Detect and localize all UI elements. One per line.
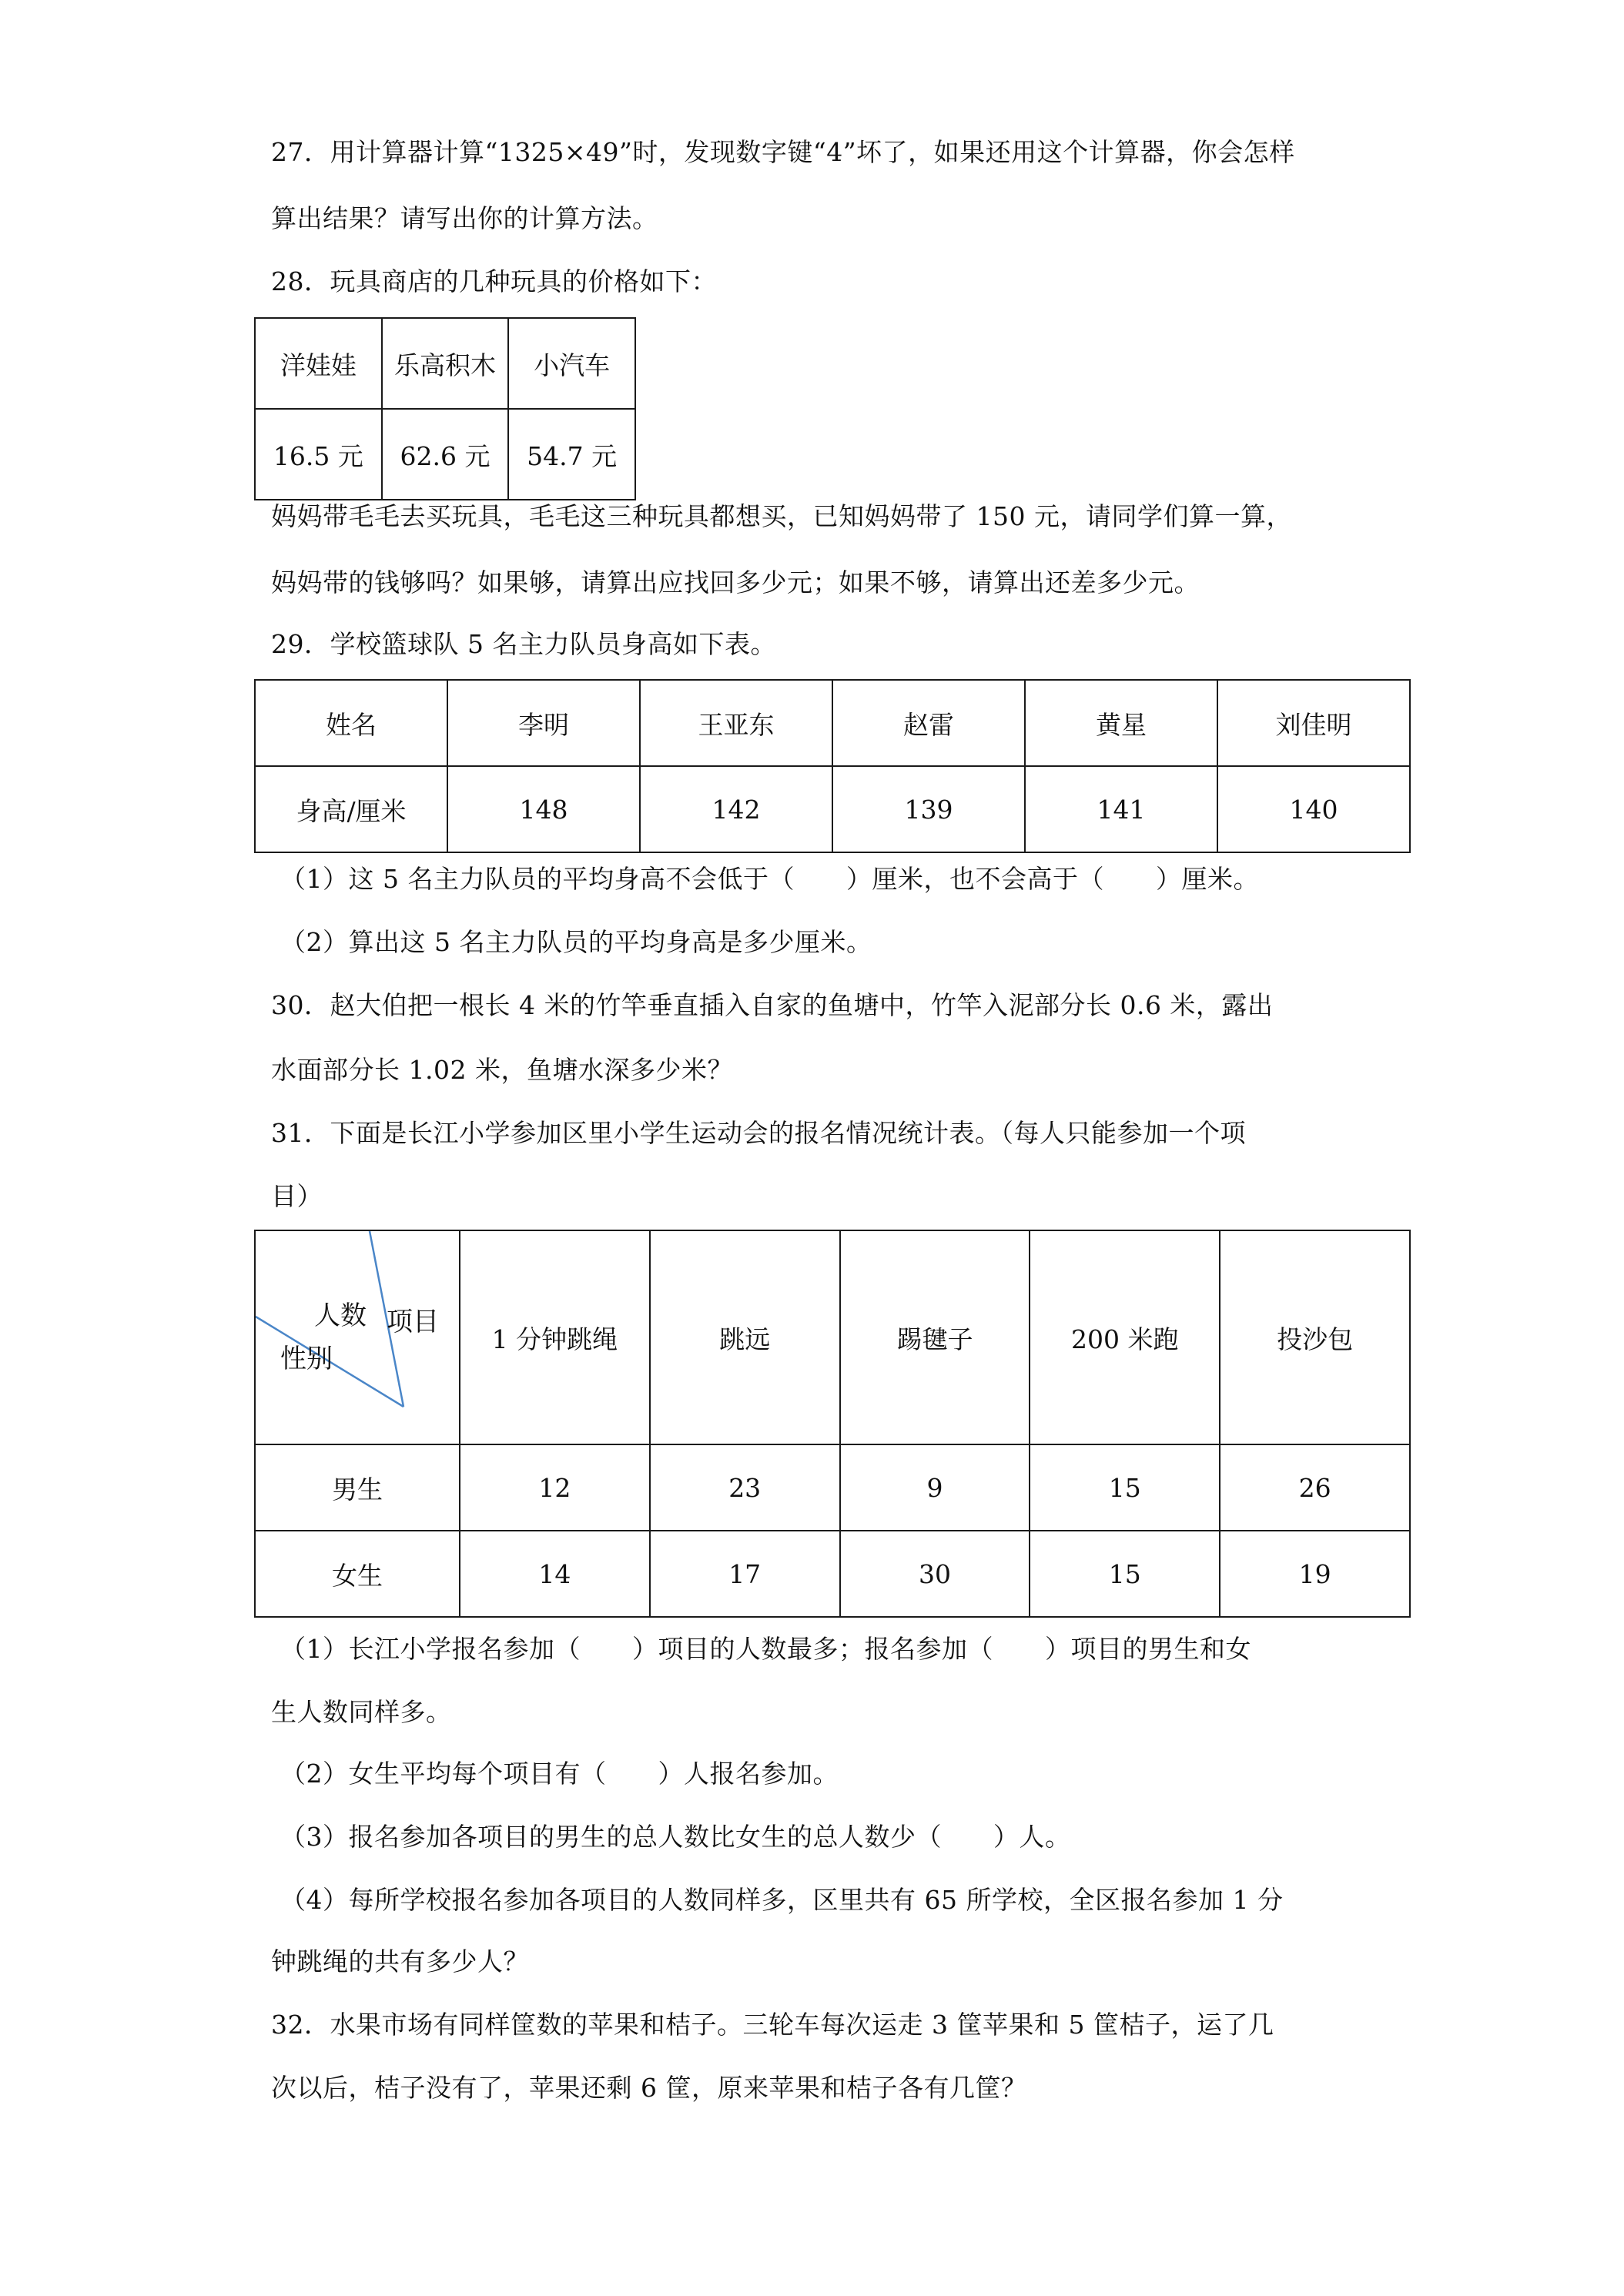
height-table [254,679,1411,853]
event-header-cell: 1 分钟跳绳 [460,1230,650,1444]
count-cell: 14 [460,1531,650,1617]
q28-line-2: 妈妈带的钱够吗？如果够，请算出应找回多少元；如果不够，请算出还差多少元。 [271,567,1200,597]
q32-line-1: 32．水果市场有同样筐数的苹果和桔子。三轮车每次运走 3 筐苹果和 5 筐桔子，运了几 [271,2010,1274,2040]
toy-name-cell: 洋娃娃 [255,318,382,409]
q31-sub-3: （3）报名参加各项目的男生的总人数比女生的总人数少（ ）人。 [280,1822,1071,1852]
count-cell: 19 [1220,1531,1410,1617]
sports-registration-table [254,1230,1411,1618]
corner-label-count: 人数 [314,1300,367,1331]
q29-sub-2: （2）算出这 5 名主力队员的平均身高是多少厘米。 [280,927,872,957]
toy-price-cell: 62.6 元 [382,409,509,500]
toy-name-cell: 乐高积木 [382,318,509,409]
toy-price-table [254,317,636,500]
event-header-cell: 跳远 [650,1230,840,1444]
toy-price-cell: 54.7 元 [508,409,635,500]
height-header-cell: 赵雷 [832,680,1025,766]
height-header-cell: 刘佳明 [1217,680,1410,766]
event-header-cell: 投沙包 [1220,1230,1410,1444]
q27-line-2: 算出结果？请写出你的计算方法。 [271,203,658,233]
q28-intro: 28．玩具商店的几种玩具的价格如下： [271,266,717,296]
count-cell: 15 [1030,1444,1220,1531]
count-cell: 30 [840,1531,1030,1617]
q30-line-2: 水面部分长 1.02 米，鱼塘水深多少米？ [271,1055,733,1085]
q27-line-1: 27．用计算器计算“1325×49”时，发现数字键“4”坏了，如果还用这个计算器，你会怎样 [271,137,1295,167]
q29-sub-1: （1）这 5 名主力队员的平均身高不会低于（ ）厘米，也不会高于（ ）厘米。 [280,864,1259,894]
count-cell: 26 [1220,1444,1410,1531]
q31-sub-1b: 生人数同样多。 [271,1697,452,1727]
toy-name-cell: 小汽车 [508,318,635,409]
height-value-cell: 148 [447,766,640,852]
q31-sub-4b: 钟跳绳的共有多少人？ [271,1946,529,1976]
q31-sub-1a: （1）长江小学报名参加（ ）项目的人数最多；报名参加（ ）项目的男生和女 [280,1634,1251,1664]
height-value-cell: 139 [832,766,1025,852]
q30-line-1: 30．赵大伯把一根长 4 米的竹竿垂直插入自家的鱼塘中，竹竿入泥部分长 0.6 米，露出 [271,990,1274,1020]
q31-sub-2: （2）女生平均每个项目有（ ）人报名参加。 [280,1759,839,1789]
count-cell: 12 [460,1444,650,1531]
gender-label-cell: 男生 [255,1444,460,1531]
event-header-cell: 200 米跑 [1030,1230,1220,1444]
q32-line-2: 次以后，桔子没有了，苹果还剩 6 筐，原来苹果和桔子各有几筐？ [271,2073,1027,2103]
q28-line-1: 妈妈带毛毛去买玩具，毛毛这三种玩具都想买，已知妈妈带了 150 元，请同学们算一算， [271,501,1292,531]
corner-header-cell [255,1230,460,1444]
q31-sub-4a: （4）每所学校报名参加各项目的人数同样多，区里共有 65 所学校，全区报名参加 1 分 [280,1885,1284,1915]
count-cell: 17 [650,1531,840,1617]
gender-label-cell: 女生 [255,1531,460,1617]
height-header-cell: 姓名 [255,680,447,766]
corner-label-gender: 性别 [280,1344,333,1374]
count-cell: 9 [840,1444,1030,1531]
count-cell: 15 [1030,1531,1220,1617]
count-cell: 23 [650,1444,840,1531]
corner-label-event: 项目 [387,1307,439,1337]
q31-line-1: 31．下面是长江小学参加区里小学生运动会的报名情况统计表。（每人只能参加一个项 [271,1118,1246,1148]
height-header-cell: 黄星 [1025,680,1217,766]
event-header-cell: 踢毽子 [840,1230,1030,1444]
height-value-cell: 140 [1217,766,1410,852]
height-value-cell: 身高/厘米 [255,766,447,852]
q31-line-2: 目） [271,1181,323,1211]
height-value-cell: 141 [1025,766,1217,852]
toy-price-cell: 16.5 元 [255,409,382,500]
height-header-cell: 李明 [447,680,640,766]
height-value-cell: 142 [640,766,832,852]
height-header-cell: 王亚东 [640,680,832,766]
q29-intro: 29．学校篮球队 5 名主力队员身高如下表。 [271,629,776,659]
